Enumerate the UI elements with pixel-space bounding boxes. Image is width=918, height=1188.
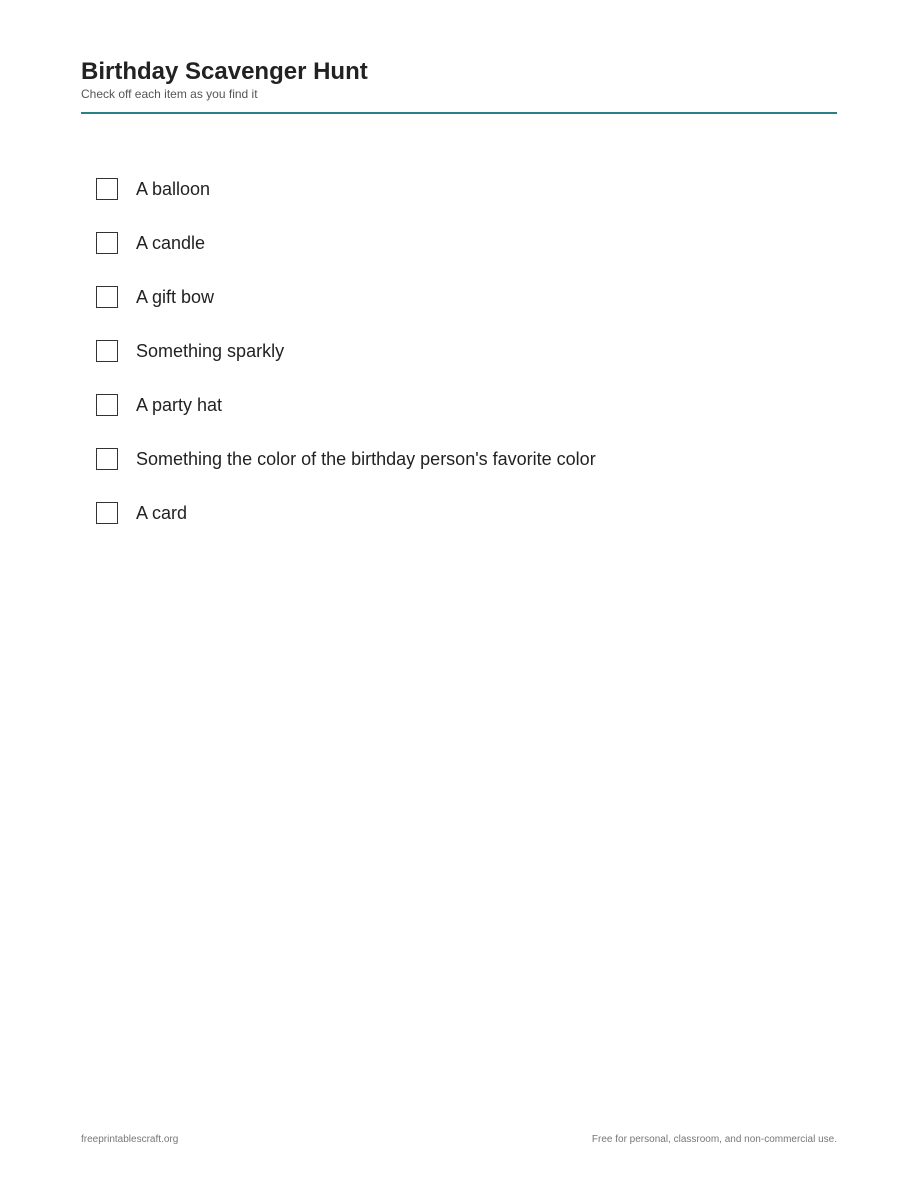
checklist-item (96, 392, 596, 418)
page-subtitle: Check off each item as you find it (81, 87, 258, 101)
checkbox[interactable] (96, 232, 118, 254)
checklist-item-label: A card (136, 503, 188, 523)
footer-site: freeprintablescraft.org (81, 1134, 179, 1145)
checklist-item (96, 176, 596, 202)
page-header (81, 57, 837, 101)
checkbox[interactable] (96, 340, 118, 362)
checklist-item (96, 500, 596, 526)
checkbox[interactable] (96, 502, 118, 524)
checklist-item (96, 446, 596, 472)
scavenger-checklist (96, 176, 596, 554)
checklist-item-label: A balloon (136, 179, 211, 199)
checkbox[interactable] (96, 448, 118, 470)
checklist-item-label: A party hat (136, 395, 223, 415)
checklist-item (96, 338, 596, 364)
checklist-item-label: Something the color of the birthday person's favorite color (136, 449, 596, 469)
page-title: Birthday Scavenger Hunt (81, 58, 368, 85)
checklist-item-label: Something sparkly (136, 341, 285, 361)
checklist-item (96, 284, 596, 310)
footer-license: Free for personal, classroom, and non-commercial use. (591, 1134, 837, 1145)
checkbox[interactable] (96, 286, 118, 308)
checkbox[interactable] (96, 394, 118, 416)
checklist-item-label: A candle (136, 233, 206, 253)
header-divider (81, 112, 837, 114)
checkbox[interactable] (96, 178, 118, 200)
checklist-item (96, 230, 596, 256)
checklist-item-label: A gift bow (136, 287, 215, 307)
